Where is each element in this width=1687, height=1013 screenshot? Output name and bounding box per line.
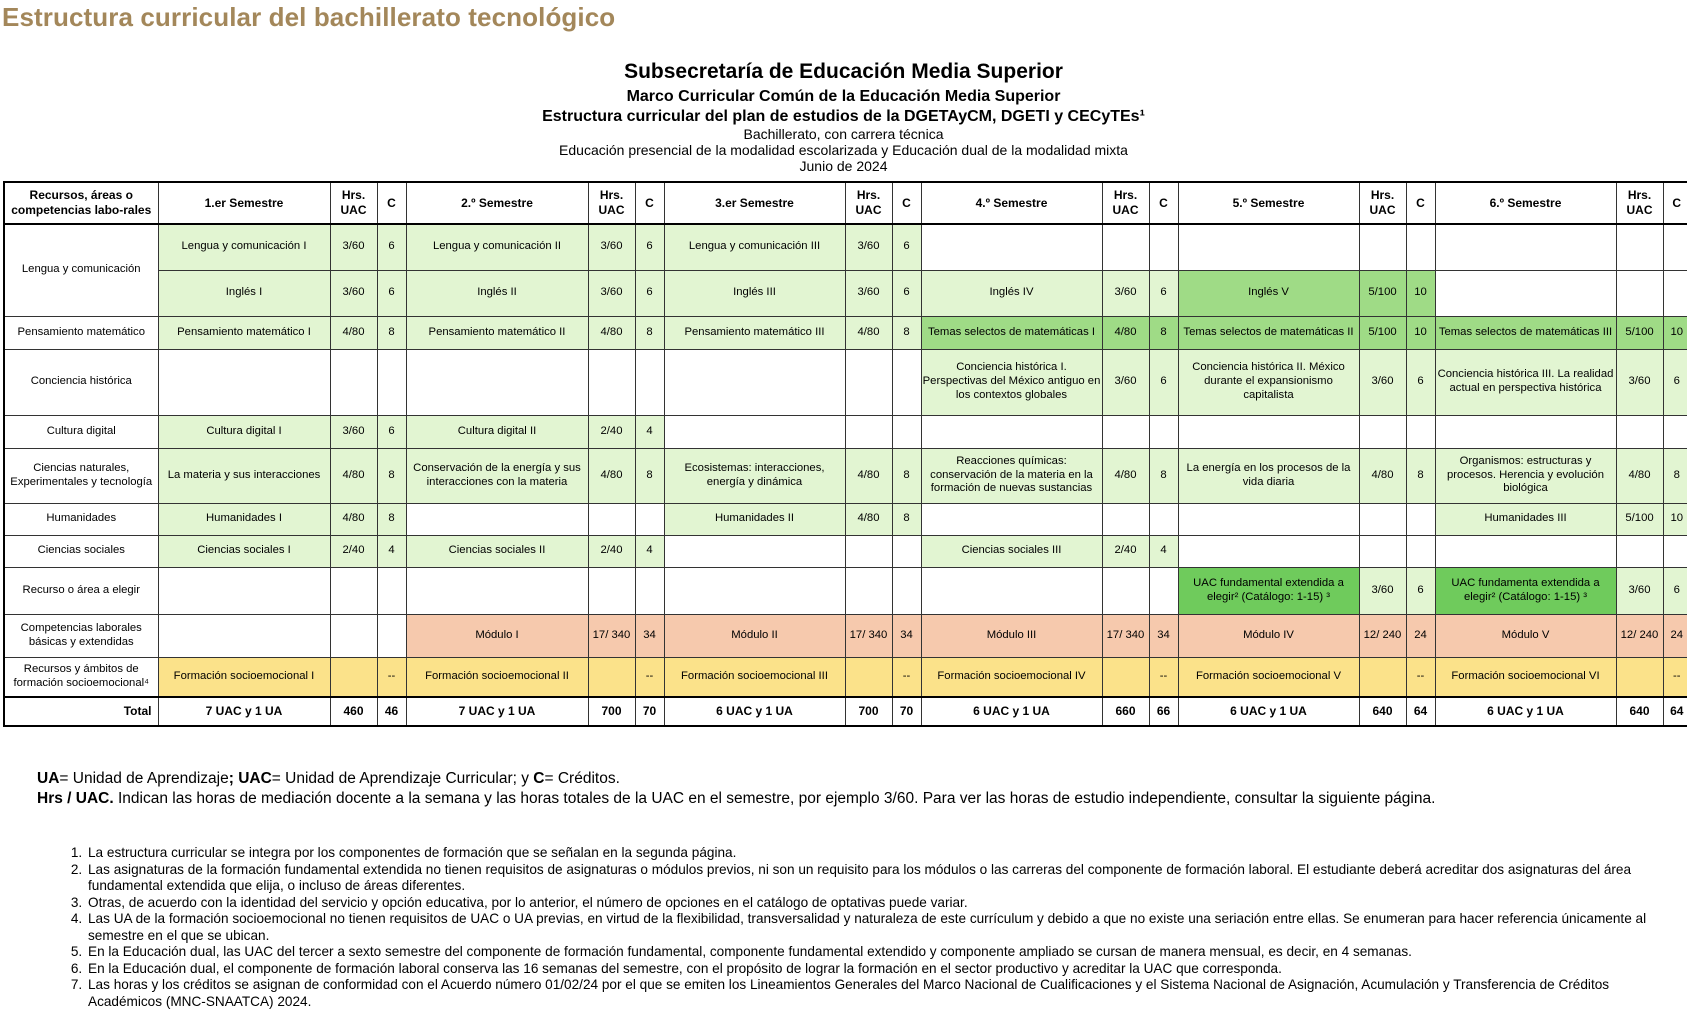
hours-cell: 4/80 — [330, 316, 377, 349]
legend-c-def: = Créditos. — [544, 770, 620, 787]
credits-cell: 6 — [892, 224, 921, 270]
hours-cell: 5/100 — [1616, 316, 1663, 349]
empty-cell — [1102, 224, 1149, 270]
subject-cell: Ecosistemas: interacciones, energía y dinámica — [664, 448, 845, 503]
empty-cell — [1435, 415, 1616, 448]
empty-cell — [1616, 270, 1663, 316]
footnote: 2. Las asignaturas de la formación fundamental extendida no tienen requisitos de asignaturas o módulos previos, ni son un requisito para los módulos o las carreras del componente de formación laboral. El estudiante deberá acreditar dos asignaturas del área fundamental extendida que elija, o incluso de áreas diferentes. — [86, 862, 1686, 895]
total-units: 6 UAC y 1 UA — [1435, 697, 1616, 726]
legend-c-abbr: C — [533, 770, 545, 787]
header-credits: C — [1406, 182, 1435, 224]
empty-cell — [1406, 415, 1435, 448]
hours-cell: 5/100 — [1359, 316, 1406, 349]
empty-cell — [1406, 503, 1435, 535]
hours-cell: 17/ 340 — [1102, 614, 1149, 657]
subject-cell: Cultura digital I — [158, 415, 330, 448]
subject-cell: Formación socioemocional V — [1178, 657, 1359, 697]
subject-cell: Inglés V — [1178, 270, 1359, 316]
empty-cell — [1663, 415, 1687, 448]
table-row — [4, 614, 1687, 657]
total-hours: 460 — [330, 697, 377, 726]
subject-cell: Inglés IV — [921, 270, 1102, 316]
empty-cell — [1663, 535, 1687, 567]
subject-cell: Módulo I — [406, 614, 588, 657]
empty-cell — [1178, 535, 1359, 567]
credits-cell: 6 — [892, 270, 921, 316]
credits-cell: 10 — [1406, 316, 1435, 349]
subject-cell: UAC fundamental extendida a elegir² (Catálogo: 1-15) ³ — [1178, 567, 1359, 614]
total-units: 6 UAC y 1 UA — [921, 697, 1102, 726]
credits-cell: 6 — [1149, 270, 1178, 316]
hours-cell: 3/60 — [330, 415, 377, 448]
area-socioemocional: Recursos y ámbitos de formación socioemocional⁴ — [4, 657, 158, 697]
credits-cell: 6 — [635, 224, 664, 270]
subject-cell: Temas selectos de matemáticas II — [1178, 316, 1359, 349]
credits-cell: 4 — [635, 535, 664, 567]
subject-cell: Humanidades III — [1435, 503, 1616, 535]
hours-cell: 3/60 — [1616, 567, 1663, 614]
legend-uac-abbr: ; UAC — [228, 770, 272, 787]
empty-cell — [845, 567, 892, 614]
hours-cell: 3/60 — [330, 270, 377, 316]
empty-cell — [892, 535, 921, 567]
hours-cell: 4/80 — [1359, 448, 1406, 503]
empty-cell — [1178, 503, 1359, 535]
subject-cell: Módulo II — [664, 614, 845, 657]
credits-cell: -- — [1663, 657, 1687, 697]
hours-cell — [588, 657, 635, 697]
credits-cell: 8 — [1406, 448, 1435, 503]
hours-cell: 3/60 — [330, 224, 377, 270]
subject-cell: Formación socioemocional IV — [921, 657, 1102, 697]
document-line-education: Educación presencial de la modalidad escolarizada y Educación dual de la modalidad mixta — [559, 142, 1128, 158]
curriculum-table — [3, 181, 1687, 727]
hours-cell: 3/60 — [1102, 270, 1149, 316]
empty-cell — [1102, 567, 1149, 614]
empty-cell — [1406, 535, 1435, 567]
header-hrs: Hrs. UAC — [588, 182, 635, 224]
subject-cell: Inglés III — [664, 270, 845, 316]
table-row — [4, 270, 1687, 316]
total-credits: 70 — [892, 697, 921, 726]
subject-cell: Inglés I — [158, 270, 330, 316]
header-credits: C — [892, 182, 921, 224]
document-subtitle: Marco Curricular Común de la Educación Media Superior — [626, 88, 1061, 105]
subject-cell: Módulo V — [1435, 614, 1616, 657]
hours-cell: 4/80 — [588, 448, 635, 503]
empty-cell — [377, 567, 406, 614]
hours-cell: 17/ 340 — [588, 614, 635, 657]
empty-cell — [892, 415, 921, 448]
hours-cell: 3/60 — [1102, 349, 1149, 415]
footnote: 7. Las horas y los créditos se asignan de conformidad con el Acuerdo número 01/02/24 por el que se emiten los Lineamientos Generales del Marco Nacional de Cualificaciones y el Sistema Nacional de Asignación, Acumulación y Transferencia de Créditos Académicos (MNC-SNAATCA) 2024. — [86, 977, 1686, 1010]
subject-cell: Reacciones químicas: conservación de la materia en la formación de nuevas sustancias — [921, 448, 1102, 503]
empty-cell — [406, 503, 588, 535]
header-semester: 5.º Semestre — [1178, 182, 1359, 224]
total-credits: 64 — [1663, 697, 1687, 726]
area-humanidades: Humanidades — [4, 503, 158, 535]
footnote: 1. La estructura curricular se integra por los componentes de formación que se señalan en la segunda página. — [86, 845, 1686, 862]
total-hours: 700 — [588, 697, 635, 726]
empty-cell — [1178, 415, 1359, 448]
empty-cell — [1435, 270, 1616, 316]
hours-cell: 12/ 240 — [1359, 614, 1406, 657]
empty-cell — [892, 567, 921, 614]
hours-cell: 4/80 — [1102, 316, 1149, 349]
subject-cell: Temas selectos de matemáticas I — [921, 316, 1102, 349]
total-hours: 660 — [1102, 697, 1149, 726]
hours-cell: 4/80 — [1102, 448, 1149, 503]
header-hrs: Hrs. UAC — [330, 182, 377, 224]
hours-cell: 12/ 240 — [1616, 614, 1663, 657]
table-header-row — [4, 182, 1687, 224]
area-recurso: Recurso o área a elegir — [4, 567, 158, 614]
document-date: Junio de 2024 — [799, 158, 888, 174]
hours-cell: 4/80 — [845, 448, 892, 503]
table-row — [4, 448, 1687, 503]
credits-cell: -- — [892, 657, 921, 697]
footnote: 3. Otras, de acuerdo con la identidad del servicio y opción educativa, por lo anterior, el número de opciones en el catálogo de optativas puede variar. — [86, 895, 1686, 912]
subject-cell: Formación socioemocional II — [406, 657, 588, 697]
legend-abbreviations — [37, 770, 620, 788]
hours-cell: 3/60 — [845, 270, 892, 316]
page-heading: Estructura curricular del bachillerato tecnológico — [2, 2, 616, 32]
total-units: 7 UAC y 1 UA — [158, 697, 330, 726]
empty-cell — [635, 503, 664, 535]
hours-cell: 4/80 — [845, 503, 892, 535]
hours-cell: 3/60 — [1359, 567, 1406, 614]
credits-cell: 4 — [1149, 535, 1178, 567]
hours-cell: 3/60 — [1359, 349, 1406, 415]
total-hours: 700 — [845, 697, 892, 726]
subject-cell: Conservación de la energía y sus interacciones con la materia — [406, 448, 588, 503]
empty-cell — [1616, 535, 1663, 567]
total-row — [4, 697, 1687, 726]
hours-cell: 2/40 — [330, 535, 377, 567]
subject-cell: UAC fundamenta extendida a elegir² (Catálogo: 1-15) ³ — [1435, 567, 1616, 614]
credits-cell: 8 — [1149, 448, 1178, 503]
header-semester: 2.º Semestre — [406, 182, 588, 224]
hours-cell: 2/40 — [588, 415, 635, 448]
credits-cell: 8 — [377, 316, 406, 349]
subject-cell: Cultura digital II — [406, 415, 588, 448]
credits-cell: 4 — [377, 535, 406, 567]
credits-cell: 6 — [377, 270, 406, 316]
legend-ua-abbr: UA — [37, 770, 60, 787]
table-row — [4, 415, 1687, 448]
empty-cell — [406, 349, 588, 415]
hours-cell: 4/80 — [330, 448, 377, 503]
subject-cell: Pensamiento matemático I — [158, 316, 330, 349]
table-row — [4, 349, 1687, 415]
empty-cell — [588, 567, 635, 614]
empty-cell — [588, 349, 635, 415]
subject-cell: Formación socioemocional I — [158, 657, 330, 697]
hours-cell — [1616, 657, 1663, 697]
subject-cell: Conciencia histórica II. México durante el expansionismo capitalista — [1178, 349, 1359, 415]
header-credits: C — [1663, 182, 1687, 224]
subject-cell: Organismos: estructuras y procesos. Herencia y evolución biológica — [1435, 448, 1616, 503]
document-subtitle-2: Estructura curricular del plan de estudios de la DGETAyCM, DGETI y CECyTEs¹ — [542, 108, 1145, 125]
empty-cell — [1359, 535, 1406, 567]
subject-cell: Inglés II — [406, 270, 588, 316]
hours-cell: 4/80 — [588, 316, 635, 349]
subject-cell: Módulo III — [921, 614, 1102, 657]
header-hrs: Hrs. UAC — [1359, 182, 1406, 224]
empty-cell — [1149, 415, 1178, 448]
credits-cell: 4 — [635, 415, 664, 448]
hours-cell — [845, 657, 892, 697]
credits-cell: 6 — [635, 270, 664, 316]
empty-cell — [1149, 567, 1178, 614]
header-hrs: Hrs. UAC — [1102, 182, 1149, 224]
hours-cell: 5/100 — [1616, 503, 1663, 535]
subject-cell: Humanidades II — [664, 503, 845, 535]
credits-cell: 6 — [1149, 349, 1178, 415]
credits-cell: 8 — [892, 448, 921, 503]
credits-cell: 8 — [377, 448, 406, 503]
credits-cell: 8 — [377, 503, 406, 535]
header-semester: 3.er Semestre — [664, 182, 845, 224]
credits-cell: 6 — [1663, 567, 1687, 614]
empty-cell — [377, 614, 406, 657]
credits-cell: 10 — [1663, 503, 1687, 535]
total-credits: 66 — [1149, 697, 1178, 726]
subject-cell: Pensamiento matemático II — [406, 316, 588, 349]
empty-cell — [330, 349, 377, 415]
empty-cell — [1406, 224, 1435, 270]
subject-cell: Temas selectos de matemáticas III — [1435, 316, 1616, 349]
header-credits: C — [1149, 182, 1178, 224]
credits-cell: 6 — [377, 224, 406, 270]
subject-cell: Formación socioemocional III — [664, 657, 845, 697]
credits-cell: 10 — [1663, 316, 1687, 349]
empty-cell — [635, 349, 664, 415]
empty-cell — [406, 567, 588, 614]
footnote: 5. En la Educación dual, las UAC del tercer a sexto semestre del componente de formación fundamental, componente fundamental extendido y componente ampliado se cursan de manera mensual, es decir, en 4 semanas. — [86, 944, 1686, 961]
credits-cell: 8 — [1663, 448, 1687, 503]
credits-cell: -- — [1406, 657, 1435, 697]
subject-cell: La energía en los procesos de la vida diaria — [1178, 448, 1359, 503]
table-row — [4, 657, 1687, 697]
credits-cell: 8 — [892, 503, 921, 535]
header-credits: C — [377, 182, 406, 224]
subject-cell: Módulo IV — [1178, 614, 1359, 657]
empty-cell — [845, 349, 892, 415]
total-credits: 64 — [1406, 697, 1435, 726]
empty-cell — [635, 567, 664, 614]
subject-cell: Lengua y comunicación I — [158, 224, 330, 270]
empty-cell — [377, 349, 406, 415]
hours-cell — [1359, 657, 1406, 697]
total-units: 6 UAC y 1 UA — [664, 697, 845, 726]
credits-cell: 34 — [635, 614, 664, 657]
header-semester: 4.º Semestre — [921, 182, 1102, 224]
hours-cell: 4/80 — [1616, 448, 1663, 503]
empty-cell — [1102, 415, 1149, 448]
empty-cell — [1663, 224, 1687, 270]
subject-cell: Ciencias sociales I — [158, 535, 330, 567]
table-row — [4, 567, 1687, 614]
empty-cell — [1149, 224, 1178, 270]
area-cultura: Cultura digital — [4, 415, 158, 448]
credits-cell: 8 — [892, 316, 921, 349]
credits-cell: 24 — [1663, 614, 1687, 657]
area-competencias: Competencias laborales básicas y extendidas — [4, 614, 158, 657]
table-row — [4, 535, 1687, 567]
empty-cell — [588, 503, 635, 535]
empty-cell — [664, 567, 845, 614]
credits-cell: -- — [377, 657, 406, 697]
legend-hrs-abbr: Hrs / UAC. — [37, 790, 114, 807]
footnote: 6. En la Educación dual, el componente de formación laboral conserva las 16 semanas del semestre, con el propósito de lograr la formación en el sector productivo y acreditar la UAC que corresponda. — [86, 961, 1686, 978]
total-credits: 70 — [635, 697, 664, 726]
empty-cell — [1359, 415, 1406, 448]
table-row — [4, 224, 1687, 270]
header-hrs: Hrs. UAC — [1616, 182, 1663, 224]
footnote: 4. Las UA de la formación socioemocional no tienen requisitos de UAC o UA previas, en virtud de la flexibilidad, transversalidad y naturaleza de este currículum y debido a que no existe una seriación entre ellas. Se enumeran para hacer referencia únicamente al semestre en el que se ubican. — [86, 911, 1686, 944]
total-label: Total — [4, 697, 158, 726]
header-semester: 1.er Semestre — [158, 182, 330, 224]
legend-hrs-def: Indican las horas de mediación docente a la semana y las horas totales de la UAC en el semestre, por ejemplo 3/60. Para ver las horas de estudio independiente, consultar la siguiente página. — [117, 790, 1436, 807]
subject-cell: Conciencia histórica I. Perspectivas del México antiguo en los contextos globales — [921, 349, 1102, 415]
credits-cell: 6 — [1663, 349, 1687, 415]
area-lengua: Lengua y comunicación — [4, 224, 158, 316]
hours-cell: 3/60 — [845, 224, 892, 270]
area-conciencia: Conciencia histórica — [4, 349, 158, 415]
total-units: 7 UAC y 1 UA — [406, 697, 588, 726]
empty-cell — [921, 415, 1102, 448]
empty-cell — [1435, 535, 1616, 567]
empty-cell — [921, 224, 1102, 270]
empty-cell — [892, 349, 921, 415]
credits-cell: 24 — [1406, 614, 1435, 657]
credits-cell: 6 — [1406, 349, 1435, 415]
area-pensamiento: Pensamiento matemático — [4, 316, 158, 349]
header-area: Recursos, áreas o competencias labo-rales — [4, 182, 158, 224]
hours-cell — [1102, 657, 1149, 697]
credits-cell: 34 — [892, 614, 921, 657]
total-units: 6 UAC y 1 UA — [1178, 697, 1359, 726]
credits-cell: 6 — [1406, 567, 1435, 614]
hours-cell: 4/80 — [845, 316, 892, 349]
document-title: Subsecretaría de Educación Media Superior — [624, 60, 1063, 83]
empty-cell — [330, 614, 377, 657]
total-hours: 640 — [1616, 697, 1663, 726]
table-row — [4, 503, 1687, 535]
legend-uac-def: = Unidad de Aprendizaje Curricular; y — [271, 770, 529, 787]
header-semester: 6.º Semestre — [1435, 182, 1616, 224]
subject-cell: Humanidades I — [158, 503, 330, 535]
hours-cell: 3/60 — [588, 270, 635, 316]
empty-cell — [1616, 415, 1663, 448]
area-ciencias: Ciencias naturales, Experimentales y tecnología — [4, 448, 158, 503]
subject-cell: Pensamiento matemático III — [664, 316, 845, 349]
subject-cell: Lengua y comunicación II — [406, 224, 588, 270]
legend-ua-def: = Unidad de Aprendizaje — [59, 770, 229, 787]
subject-cell: Formación socioemocional VI — [1435, 657, 1616, 697]
credits-cell: 10 — [1406, 270, 1435, 316]
empty-cell — [664, 415, 845, 448]
empty-cell — [1359, 224, 1406, 270]
credits-cell: -- — [635, 657, 664, 697]
credits-cell: 8 — [635, 448, 664, 503]
empty-cell — [158, 567, 330, 614]
empty-cell — [921, 567, 1102, 614]
subject-cell: Ciencias sociales III — [921, 535, 1102, 567]
empty-cell — [1102, 503, 1149, 535]
credits-cell: -- — [1149, 657, 1178, 697]
total-hours: 640 — [1359, 697, 1406, 726]
document-line-modality: Bachillerato, con carrera técnica — [743, 126, 944, 142]
subject-cell: Ciencias sociales II — [406, 535, 588, 567]
credits-cell: 8 — [635, 316, 664, 349]
header-hrs: Hrs. UAC — [845, 182, 892, 224]
empty-cell — [1359, 503, 1406, 535]
total-credits: 46 — [377, 697, 406, 726]
hours-cell: 5/100 — [1359, 270, 1406, 316]
subject-cell: La materia y sus interacciones — [158, 448, 330, 503]
area-sociales: Ciencias sociales — [4, 535, 158, 567]
empty-cell — [330, 567, 377, 614]
empty-cell — [845, 535, 892, 567]
empty-cell — [158, 349, 330, 415]
empty-cell — [921, 503, 1102, 535]
hours-cell: 3/60 — [1616, 349, 1663, 415]
hours-cell: 2/40 — [588, 535, 635, 567]
empty-cell — [845, 415, 892, 448]
subject-cell: Conciencia histórica III. La realidad actual en perspectiva histórica — [1435, 349, 1616, 415]
empty-cell — [664, 349, 845, 415]
credits-cell: 6 — [377, 415, 406, 448]
empty-cell — [1178, 224, 1359, 270]
empty-cell — [1663, 270, 1687, 316]
hours-cell: 3/60 — [588, 224, 635, 270]
credits-cell: 8 — [1149, 316, 1178, 349]
empty-cell — [664, 535, 845, 567]
empty-cell — [158, 614, 330, 657]
empty-cell — [1149, 503, 1178, 535]
hours-cell: 4/80 — [330, 503, 377, 535]
subject-cell: Lengua y comunicación III — [664, 224, 845, 270]
hours-cell: 17/ 340 — [845, 614, 892, 657]
footnotes-list — [40, 845, 1686, 1010]
credits-cell: 34 — [1149, 614, 1178, 657]
table-row — [4, 316, 1687, 349]
header-credits: C — [635, 182, 664, 224]
hours-cell — [330, 657, 377, 697]
hours-cell: 2/40 — [1102, 535, 1149, 567]
legend-hours — [37, 790, 1435, 808]
empty-cell — [1616, 224, 1663, 270]
empty-cell — [1435, 224, 1616, 270]
